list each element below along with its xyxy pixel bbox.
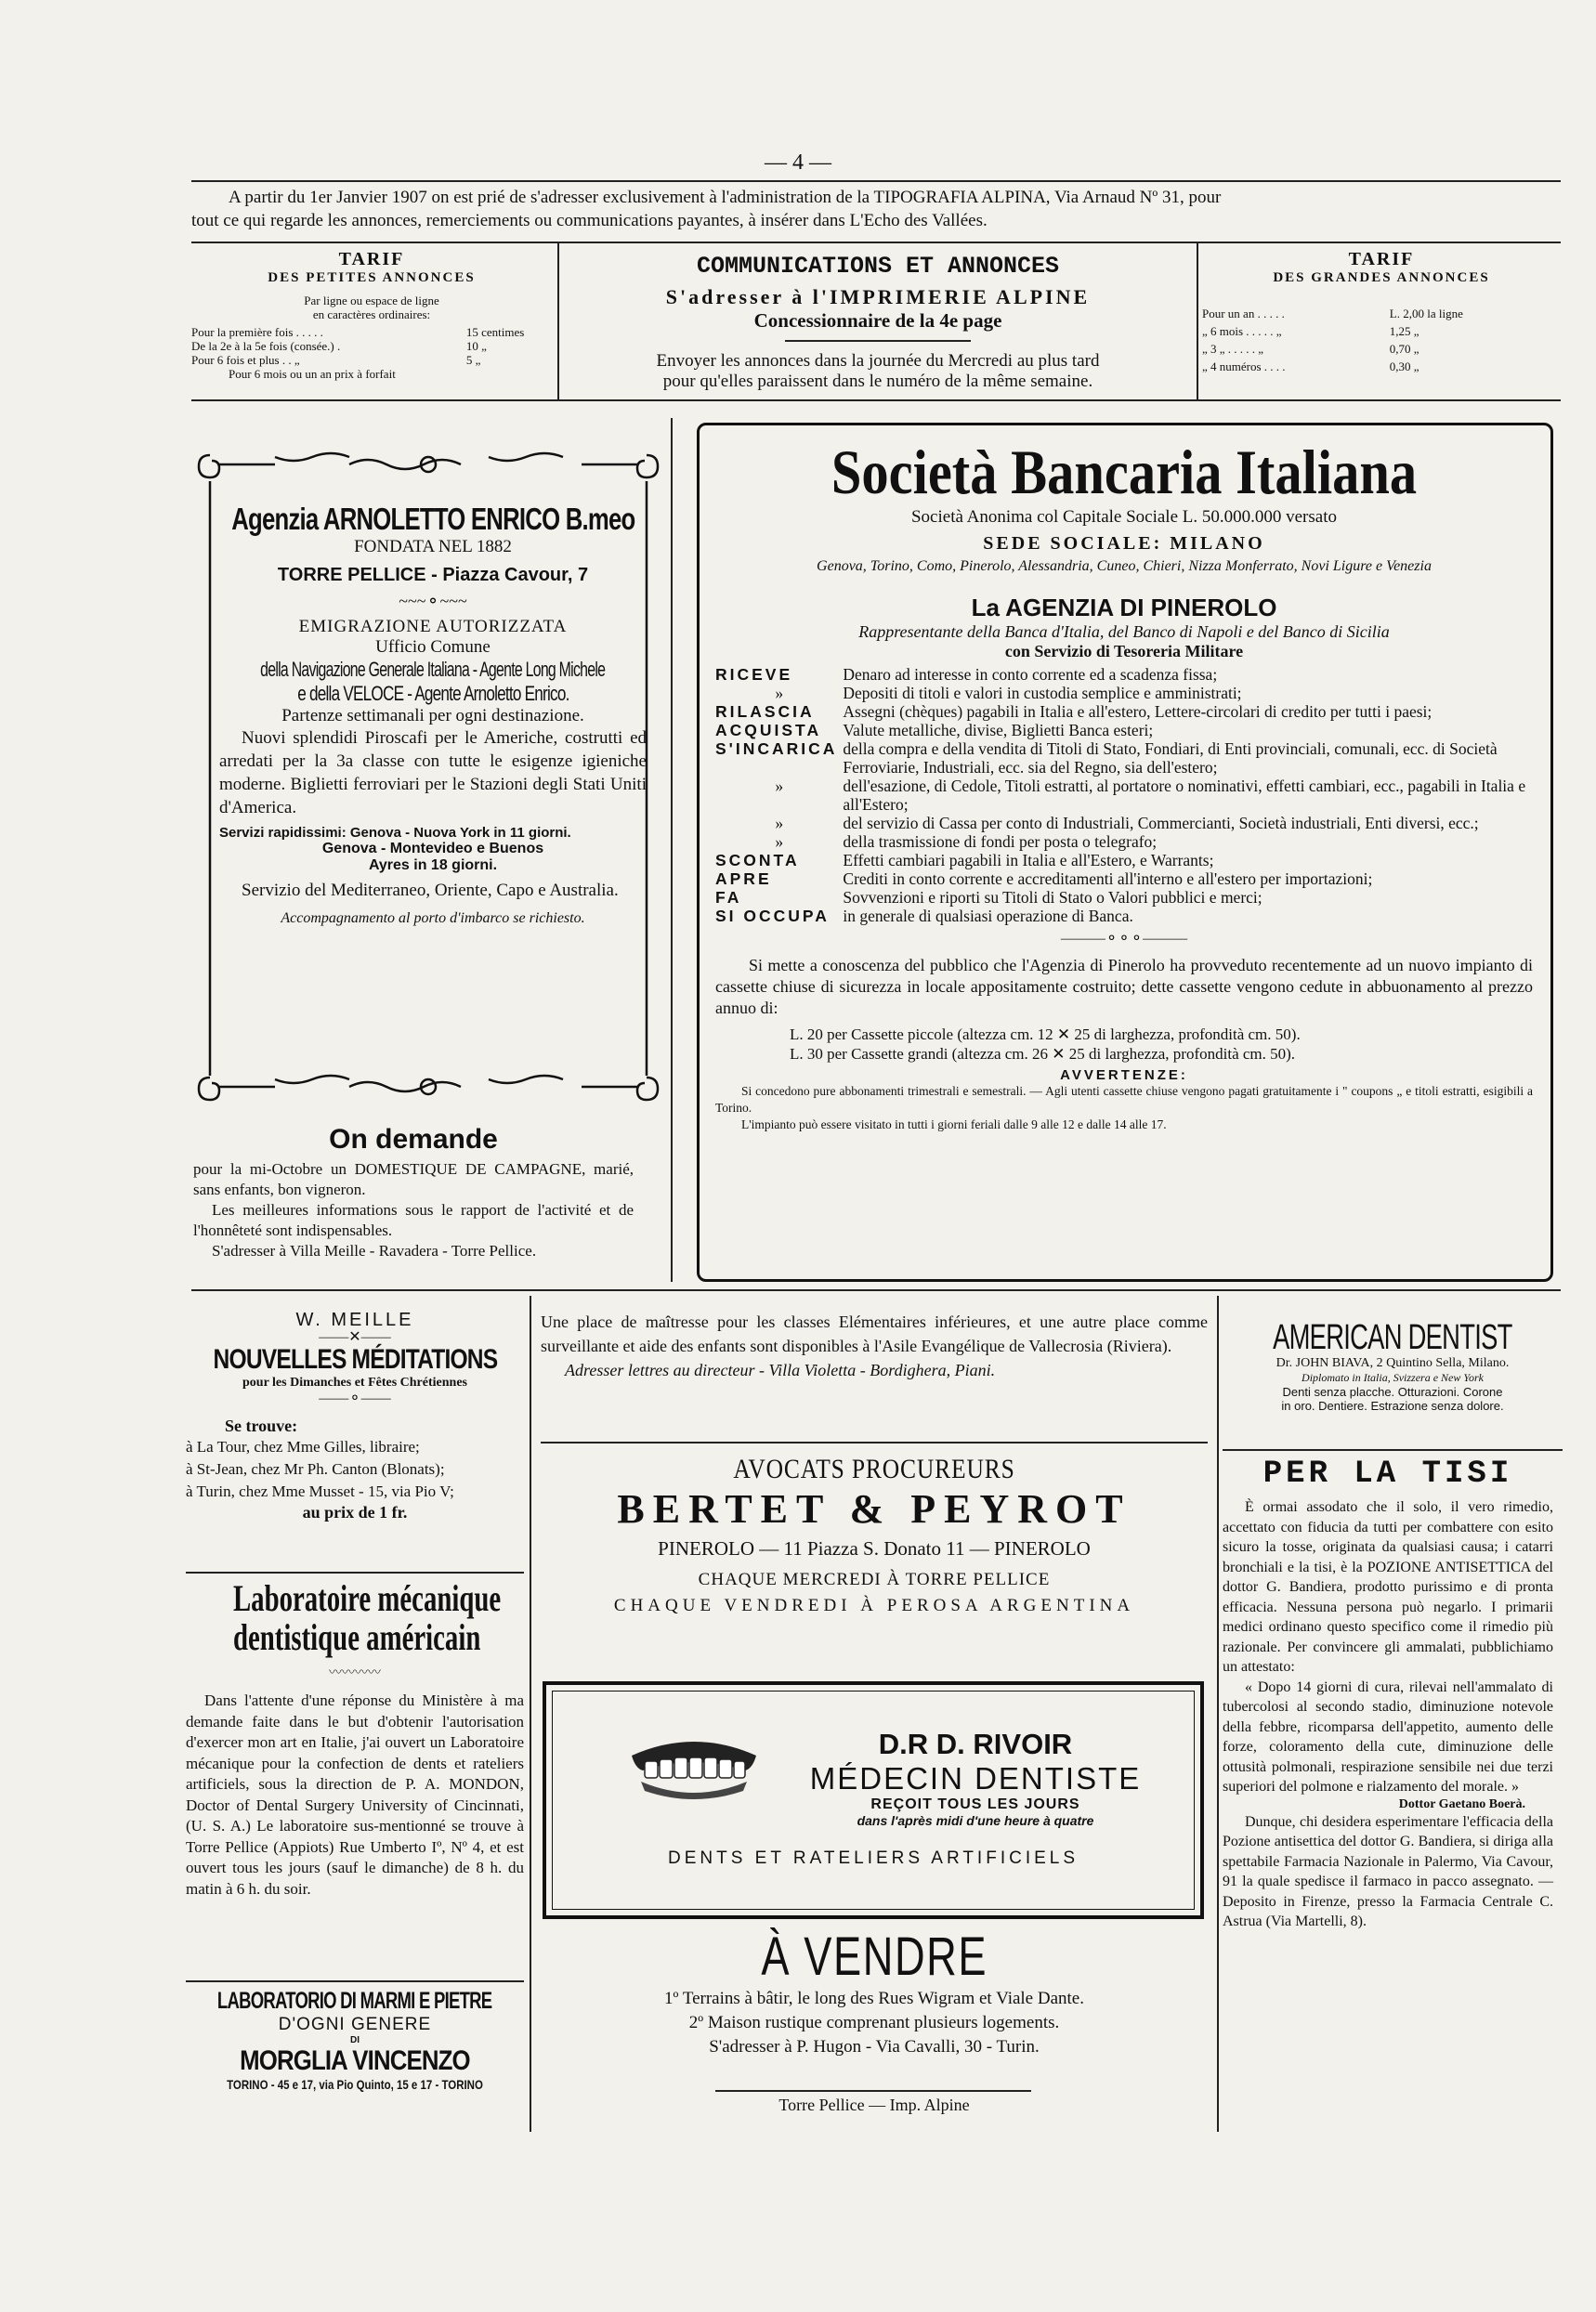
meille-trouve: Se trouve: — [225, 1417, 298, 1435]
vendre-line-2: 2º Maison rustique comprenant plusieurs logements. — [688, 2013, 1060, 2032]
banca-service-key: APRE — [715, 869, 772, 888]
banca-rappr: Rappresentante della Banca d'Italia, del Banco di Napoli e del Banco di Sicilia — [858, 622, 1390, 641]
banca — [715, 437, 1533, 1133]
tisi — [1223, 1456, 1553, 1932]
tarif-petites-label: De la 2e à la 5e fois (consée.) . — [191, 339, 341, 353]
rivoir-title: MÉDECIN DENTISTE — [809, 1761, 1142, 1796]
header-bottom-rule — [191, 399, 1561, 401]
banca-service-key: » — [775, 832, 784, 851]
maitresse-address: Adresser lettres au directeur - Villa Violetta - Bordighera, Piani. — [565, 1361, 996, 1379]
banca-agenzia: La AGENZIA DI PINEROLO — [971, 594, 1277, 621]
dentist-title: AMERICAN DENTIST — [1273, 1318, 1512, 1357]
tarif-grandes-label: „ 6 mois . . . . . „ — [1202, 324, 1282, 338]
banca-service-key: FA — [715, 888, 742, 907]
marmi-sub: D'OGNI GENERE — [278, 2015, 432, 2034]
banca-service-key: » — [775, 814, 784, 832]
vendre-line-3: S'adresser à P. Hugon - Via Cavalli, 30 - Turin. — [709, 2037, 1040, 2057]
banca-service-key: » — [775, 777, 784, 795]
agenzia-servizi-2: Genova - Montevideo e Buenos — [321, 841, 544, 856]
page-number: — 4 — — [765, 150, 831, 175]
tarif-petites-title: TARIF — [338, 249, 405, 269]
table-row — [1202, 358, 1555, 375]
agenzia-emig: EMIGRAZIONE AUTORIZZATA — [298, 617, 568, 636]
tarif-grandes-value: 1,25 „ — [1389, 324, 1419, 338]
imprint: Torre Pellice — Imp. Alpine — [778, 2096, 970, 2114]
marmi-address: TORINO - 45 e 17, via Pio Quinto, 15 e 17 - TORINO — [227, 2077, 483, 2092]
banca-service-value: Sovvenzioni e riporti su Titoli di Stato o Valori pubblici e merci; — [843, 888, 1262, 907]
list-item — [715, 739, 1533, 777]
tisi-body-2: Dunque, chi desidera esperimentare l'efficacia della Pozione antisettica del dottor G. Bandiera, si diriga alla spettabile Farmacia Nazionale in Palermo, Via Cavour, 91 la quale spedisce il farmaco in pacco assegnato. — Deposito in Firenze, presso la Farmacia Centrale C. Astrua (Via Martelli, 8). — [1223, 1813, 1553, 1929]
banca-service-key: RILASCIA — [715, 702, 815, 721]
banca-service-value: Effetti cambiari pagabili in Italia e all'Estero, e Warrants; — [843, 851, 1214, 869]
banca-service-value: in generale di qualsiasi operazione di Banca. — [843, 907, 1133, 925]
tarif-grandes — [1202, 249, 1561, 375]
tarif-petites-label: Pour 6 mois ou un an prix à forfait — [229, 367, 396, 381]
agenzia-divider: ~~~⚬~~~ — [399, 592, 467, 610]
table-row — [191, 325, 544, 339]
meille-author: W. MEILLE — [295, 1310, 414, 1330]
dentist — [1223, 1319, 1563, 1413]
on-demande — [193, 1124, 634, 1261]
tisi-title: PER LA TISI — [1262, 1456, 1513, 1492]
laboratoire-divider: 〰〰〰〰 — [329, 1666, 381, 1680]
dentist-line-4: in oro. Dentiere. Estrazione senza dolore. — [1281, 1399, 1504, 1413]
dentist-line-1: Dr. JOHN BIAVA, 2 Quintino Sella, Milano. — [1275, 1356, 1510, 1370]
avocats-line-2: CHAQUE VENDREDI À PEROSA ARGENTINA — [613, 1596, 1135, 1615]
dentist-rule — [1223, 1449, 1563, 1451]
banca-service-key: SCONTA — [715, 851, 800, 869]
banca-service-key: » — [775, 684, 784, 702]
banca-service-key: RICEVE — [715, 665, 793, 684]
tarif-petites-value: 5 „ — [465, 353, 481, 367]
tarif-grandes-value: 0,70 „ — [1389, 342, 1419, 356]
on-demande-body-2: Les meilleures informations sous le rapport de l'activité et de l'honnêteté sont indispensables. — [193, 1201, 634, 1239]
agenzia-nav-1: della Navigazione Generale Italiana - Agente Long Michele — [260, 658, 606, 681]
agenzia-servizi-1: Servizi rapidissimi: Genova - Nuova York in 11 giorni. — [219, 825, 571, 841]
on-demande-body-1: pour la mi-Octobre un DOMESTIQUE DE CAMPAGNE, marié, sans enfants, bon vigneron. — [193, 1160, 634, 1198]
banca-service-value: dell'esazione, di Cedole, Titoli estratti, al portatore o nominativi, effetti cambiari, ecc., pagabili in Italia e all'Estero; — [843, 777, 1526, 814]
banca-service-value: Assegni (chèques) pagabili in Italia e all'estero, Lettere-circolari di credito per tutti i paesi; — [843, 702, 1432, 721]
banca-avv-2: L'impianto può essere visitato in tutti i giorni feriali dalle 9 alle 12 e dalle 14 alle 17. — [741, 1117, 1167, 1131]
banca-avvertenze: AVVERTENZE: — [1060, 1067, 1188, 1083]
header-divider-2 — [1197, 243, 1198, 399]
agenzia — [219, 502, 647, 927]
banca-service-value: Depositi di titoli e valori in custodia semplice e amministrati; — [843, 684, 1242, 702]
middle-rule — [191, 1289, 1561, 1291]
tarif-petites-intro-2: en caractères ordinaires: — [312, 307, 431, 321]
list-item — [715, 888, 1533, 907]
banca-price-1: L. 20 per Cassette piccole (altezza cm. 12 ✕ 25 di larghezza, profondità cm. 50). — [790, 1025, 1301, 1043]
tarif-grandes-label: „ 4 numéros . . . . — [1202, 359, 1286, 373]
maitresse — [541, 1310, 1208, 1382]
rivoir-line-1: REÇOIT TOUS LES JOURS — [870, 1796, 1080, 1812]
column-rule-2 — [530, 1296, 531, 2132]
table-row — [191, 339, 544, 353]
banca-capital: Società Anonima col Capitale Sociale L. 50.000.000 versato — [910, 507, 1337, 527]
marmi-name: MORGLIA VINCENZO — [240, 2045, 470, 2076]
list-item — [715, 665, 1533, 684]
dentist-line-3: Denti senza placche. Otturazioni. Corone — [1282, 1385, 1503, 1399]
top-rule — [191, 180, 1561, 182]
laboratoire-title-2: dentistique américain — [232, 1616, 481, 1658]
laboratoire — [186, 1579, 524, 1900]
table-row — [1202, 305, 1555, 322]
banca-service-value: della compra e della vendita di Titoli di Stato, Fondiari, di Enti provinciali, comunali, ecc. di Società Ferroviarie, Industriali, ecc. sia del Regno, sia dell'estero; — [843, 739, 1498, 777]
banca-avv-1: Si concedono pure abbonamenti trimestrali e semestrali. — Agli utenti cassette chiuse vengono pagati gratuitamente i " coupons „ e titoli estratti, esigibili a Torino. — [715, 1084, 1533, 1115]
agenzia-ufficio: Ufficio Comune — [375, 637, 491, 657]
banca-service-value: della trasmissione di fondi per posta o telegrafo; — [843, 832, 1158, 851]
banca-divider: ———⚬⚬⚬——— — [1060, 931, 1188, 947]
agenzia-servizi-3: Ayres in 18 giorni. — [368, 857, 498, 873]
vendre-line-1: 1º Terrains à bâtir, le long des Rues Wigram et Viale Dante. — [664, 1989, 1084, 2008]
marmi-di: DI — [350, 2035, 360, 2045]
vendre — [541, 1927, 1208, 2059]
list-item — [715, 907, 1533, 925]
notice-line-1: A partir du 1er Janvier 1907 on est prié de s'adresser exclusivement à l'administration de la TIPOGRAFIA ALPINA, Via Arnaud Nº 31, pour — [229, 188, 1222, 207]
communications-line-2: Concessionnaire de la 4e page — [753, 309, 1002, 332]
banca-price-2: L. 30 per Cassette grandi (altezza cm. 26 ✕ 25 di larghezza, profondità cm. 50). — [790, 1045, 1296, 1063]
communications-title: COMMUNICATIONS ET ANNONCES — [696, 253, 1060, 280]
header-divider-1 — [557, 243, 559, 399]
laboratoire-body: Dans l'attente d'une réponse du Ministère à ma demande faite dans le but d'obtenir l'autorisation d'exercer mon art en Italie, j'ai ouvert un Laboratoire mécanique pour la confection de dents et rateliers artificiels, sous la direction de P. A. MONDON, Doctor of Dental Surgery University of Cincinnati, (U. S. A.) Le laboratoire sus-mentionné se trouve à Torre Pellice (Appiots) Rue Umberto Iº, Nº 4, et est ouvert tous les jours (sauf le dimanche) de 8 h. du matin à 6 h. du soir. — [186, 1692, 524, 1898]
tarif-grandes-value: L. 2,00 la ligne — [1389, 307, 1463, 320]
tarif-petites-label: Pour la première fois . . . . . — [191, 325, 323, 339]
tisi-quote: « Dopo 14 giorni di cura, rilevai nell'ammalato di tubercolosi al secondo stadio, diminuzione notevole della febbre, ricomparsa dell'appetito, aumento delle forze, coloramento della cute, diminuzione delle ottusità polmonali, respirazione sensibile nei due terzi superiori del polmone e rialzamento del morale. » — [1223, 1678, 1553, 1795]
tisi-body-1: È ormai assodato che il solo, il vero rimedio, accettato con fiducia da tutti per combattere con esito sicuro la tosse, originata da qualsiasi causa; i catarri bronchiali e la tisi, è la POZIONE ANTISETTICA del dottor G. Bandiera, prodotto purissimo e di pronta efficacia. Nessuna persona può negarlo. I primarii medici ordinano questo specifico come il rimedio più razionale. Per convincere gli ammalati, pubblichiamo un attestato: — [1223, 1499, 1553, 1675]
dentist-line-2: Diplomato in Italia, Svizzera e New York — [1302, 1371, 1484, 1384]
marmi — [186, 1988, 524, 2092]
banca-service-key: S'INCARICA — [715, 739, 838, 758]
list-item — [715, 777, 1533, 814]
tarif-petites-label: Pour 6 fois et plus . . „ — [191, 353, 300, 367]
banca-services — [715, 665, 1533, 925]
meille-sub: pour les Dimanches et Fêtes Chrétiennes — [242, 1376, 467, 1390]
maitresse-rule — [541, 1442, 1208, 1443]
list-item — [715, 702, 1533, 721]
agenzia-founded: FONDATA NEL 1882 — [354, 537, 512, 556]
meille-divider-2: ——⚬—— — [319, 1391, 391, 1406]
communications-rule — [785, 340, 971, 342]
meille-location-3: à Turin, chez Mme Musset - 15, via Pio V; — [186, 1483, 454, 1500]
rivoir — [762, 1728, 1189, 1828]
banca-sede: SEDE SOCIALE: MILANO — [983, 533, 1265, 554]
agenzia-medit: Servizio del Mediterraneo, Oriente, Capo e Australia. — [242, 881, 619, 900]
tarif-petites-value — [466, 367, 544, 381]
tarif-grandes-subtitle: DES GRANDES ANNONCES — [1273, 270, 1490, 285]
banca-service-value: Crediti in conto corrente e accreditamenti all'interno e all'estero per importazioni; — [843, 869, 1373, 888]
tarif-petites-intro-1: Par ligne ou espace de ligne — [304, 294, 439, 307]
laboratoire-title-1: Laboratoire mécanique — [232, 1577, 502, 1619]
laboratoire-rule — [186, 1980, 524, 1982]
imprint-rule — [715, 2090, 1031, 2092]
list-item — [715, 869, 1533, 888]
meille-locations — [186, 1436, 524, 1503]
communications — [561, 253, 1195, 392]
tarif-petites — [191, 249, 552, 381]
vendre-title: À VENDRE — [761, 1927, 988, 1987]
rivoir-line-3: DENTS ET RATELIERS ARTIFICIELS — [667, 1848, 1079, 1868]
agenzia-partenze: Partenze settimanali per ogni destinazione. — [281, 706, 584, 725]
list-item — [715, 814, 1533, 832]
banca-service-value: del servizio di Cassa per conto di Industriali, Commercianti, Società industriali, Enti diversi, ecc.; — [843, 814, 1479, 832]
list-item — [715, 832, 1533, 851]
agenzia-nav-2: e della VELOCE - Agente Arnoletto Enrico. — [296, 682, 569, 705]
agenzia-body: Nuovi splendidi Piroscafi per le Americhe, costrutti ed arredati per la 3a classe con tutte le esigenze igieniche moderne. Biglietti ferroviari per le Stazioni degli Stati Uniti d'America. — [219, 728, 647, 817]
on-demande-body-3: S'adresser à Villa Meille - Ravadera - Torre Pellice. — [212, 1242, 537, 1260]
maitresse-body: Une place de maîtresse pour les classes Elémentaires inférieures, et une autre place comme surveillante et aide des enfants sont disponibles à l'Asile Evangélique de Vallecrosia (Riviera). — [541, 1313, 1208, 1355]
avocats-names: BERTET & PEYROT — [617, 1486, 1132, 1532]
table-row — [1202, 340, 1555, 358]
list-item — [715, 721, 1533, 739]
tarif-grandes-title: TARIF — [1348, 249, 1415, 269]
avocats-line-1: CHAQUE MERCREDI À TORRE PELLICE — [698, 1570, 1051, 1589]
communications-line-3: Envoyer les annonces dans la journée du Mercredi au plus tard — [656, 351, 1100, 371]
meille-title: NOUVELLES MÉDITATIONS — [213, 1344, 497, 1375]
column-rule-3 — [1217, 1296, 1219, 2132]
avocats — [541, 1454, 1208, 1616]
agenzia-accomp: Accompagnamento al porto d'imbarco se richiesto. — [281, 910, 585, 926]
column-rule-1 — [671, 418, 673, 1282]
agenzia-title: Agenzia ARNOLETTO ENRICO B.meo — [230, 502, 635, 536]
tarif-petites-subtitle: DES PETITES ANNONCES — [268, 270, 476, 285]
header-top-rule — [191, 242, 1561, 243]
tarif-petites-value: 10 „ — [465, 339, 487, 353]
avocats-address: PINEROLO — 11 Piazza S. Donato 11 — PINEROLO — [658, 1537, 1091, 1560]
table-row — [191, 367, 544, 381]
tarif-grandes-label: „ 3 „ . . . . . „ — [1202, 342, 1264, 356]
meille-location-1: à La Tour, chez Mme Gilles, libraire; — [186, 1438, 420, 1456]
tarif-grandes-label: Pour un an . . . . . — [1202, 307, 1285, 320]
banca-title: Società Bancaria Italiana — [831, 437, 1418, 507]
marmi-title: LABORATORIO DI MARMI E PIETRE — [217, 1988, 492, 2014]
agenzia-address: TORRE PELLICE - Piazza Cavour, 7 — [277, 565, 589, 585]
avocats-title: AVOCATS PROCUREURS — [733, 1454, 1015, 1484]
communications-line-1: S'adresser à l'IMPRIMERIE ALPINE — [665, 285, 1091, 308]
banca-service-key: ACQUISTA — [715, 721, 822, 739]
meille-divider: ——✕—— — [319, 1329, 391, 1345]
tarif-petites-intro — [191, 294, 552, 321]
banca-tesoreria: con Servizio di Tesoreria Militare — [1004, 642, 1244, 660]
banca-service-value: Denaro ad interesse in conto corrente ed a scadenza fissa; — [843, 665, 1218, 684]
rivoir-name: D.R D. RIVOIR — [878, 1728, 1073, 1760]
notice — [191, 186, 1561, 232]
tarif-petites-value: 15 centimes — [465, 325, 525, 339]
rivoir-line-2: dans l'après midi d'une heure à quatre — [857, 1813, 1094, 1828]
tarif-grandes-value: 0,30 „ — [1389, 359, 1419, 373]
banca-cassette: Si mette a conoscenza del pubblico che l'Agenzia di Pinerolo ha provveduto recentemente ad un nuovo impianto di cassette chiuse di sicurezza in locale appositamente costruito; dette cassette vengono cedute in abbuonamento al prezzo annuo di: — [715, 956, 1533, 1017]
banca-cities: Genova, Torino, Como, Pinerolo, Alessandria, Cuneo, Chieri, Nizza Monferrato, Novi Ligure e Venezia — [817, 558, 1432, 574]
banca-service-key: SI OCCUPA — [715, 907, 830, 925]
communications-line-4: pour qu'elles paraissent dans le numéro de la même semaine. — [662, 372, 1093, 391]
tisi-sign: Dottor Gaetano Boerà. — [1398, 1796, 1525, 1811]
meille-rule — [186, 1572, 524, 1574]
table-row — [191, 353, 544, 367]
banca-service-value: Valute metalliche, divise, Biglietti Banca esteri; — [843, 721, 1154, 739]
meille — [186, 1310, 524, 1522]
list-item — [715, 851, 1533, 869]
denture-icon — [624, 1730, 764, 1804]
table-row — [1202, 322, 1555, 340]
tarif-grandes-table — [1202, 305, 1555, 375]
meille-price: au prix de 1 fr. — [302, 1503, 408, 1522]
on-demande-title: On demande — [329, 1124, 498, 1155]
tarif-petites-table — [191, 325, 544, 381]
meille-location-2: à St-Jean, chez Mr Ph. Canton (Blonats); — [186, 1460, 445, 1478]
notice-line-2: tout ce qui regarde les annonces, remerciements ou communications payantes, à insérer dans L'Echo des Vallées. — [191, 211, 988, 230]
list-item — [715, 684, 1533, 702]
